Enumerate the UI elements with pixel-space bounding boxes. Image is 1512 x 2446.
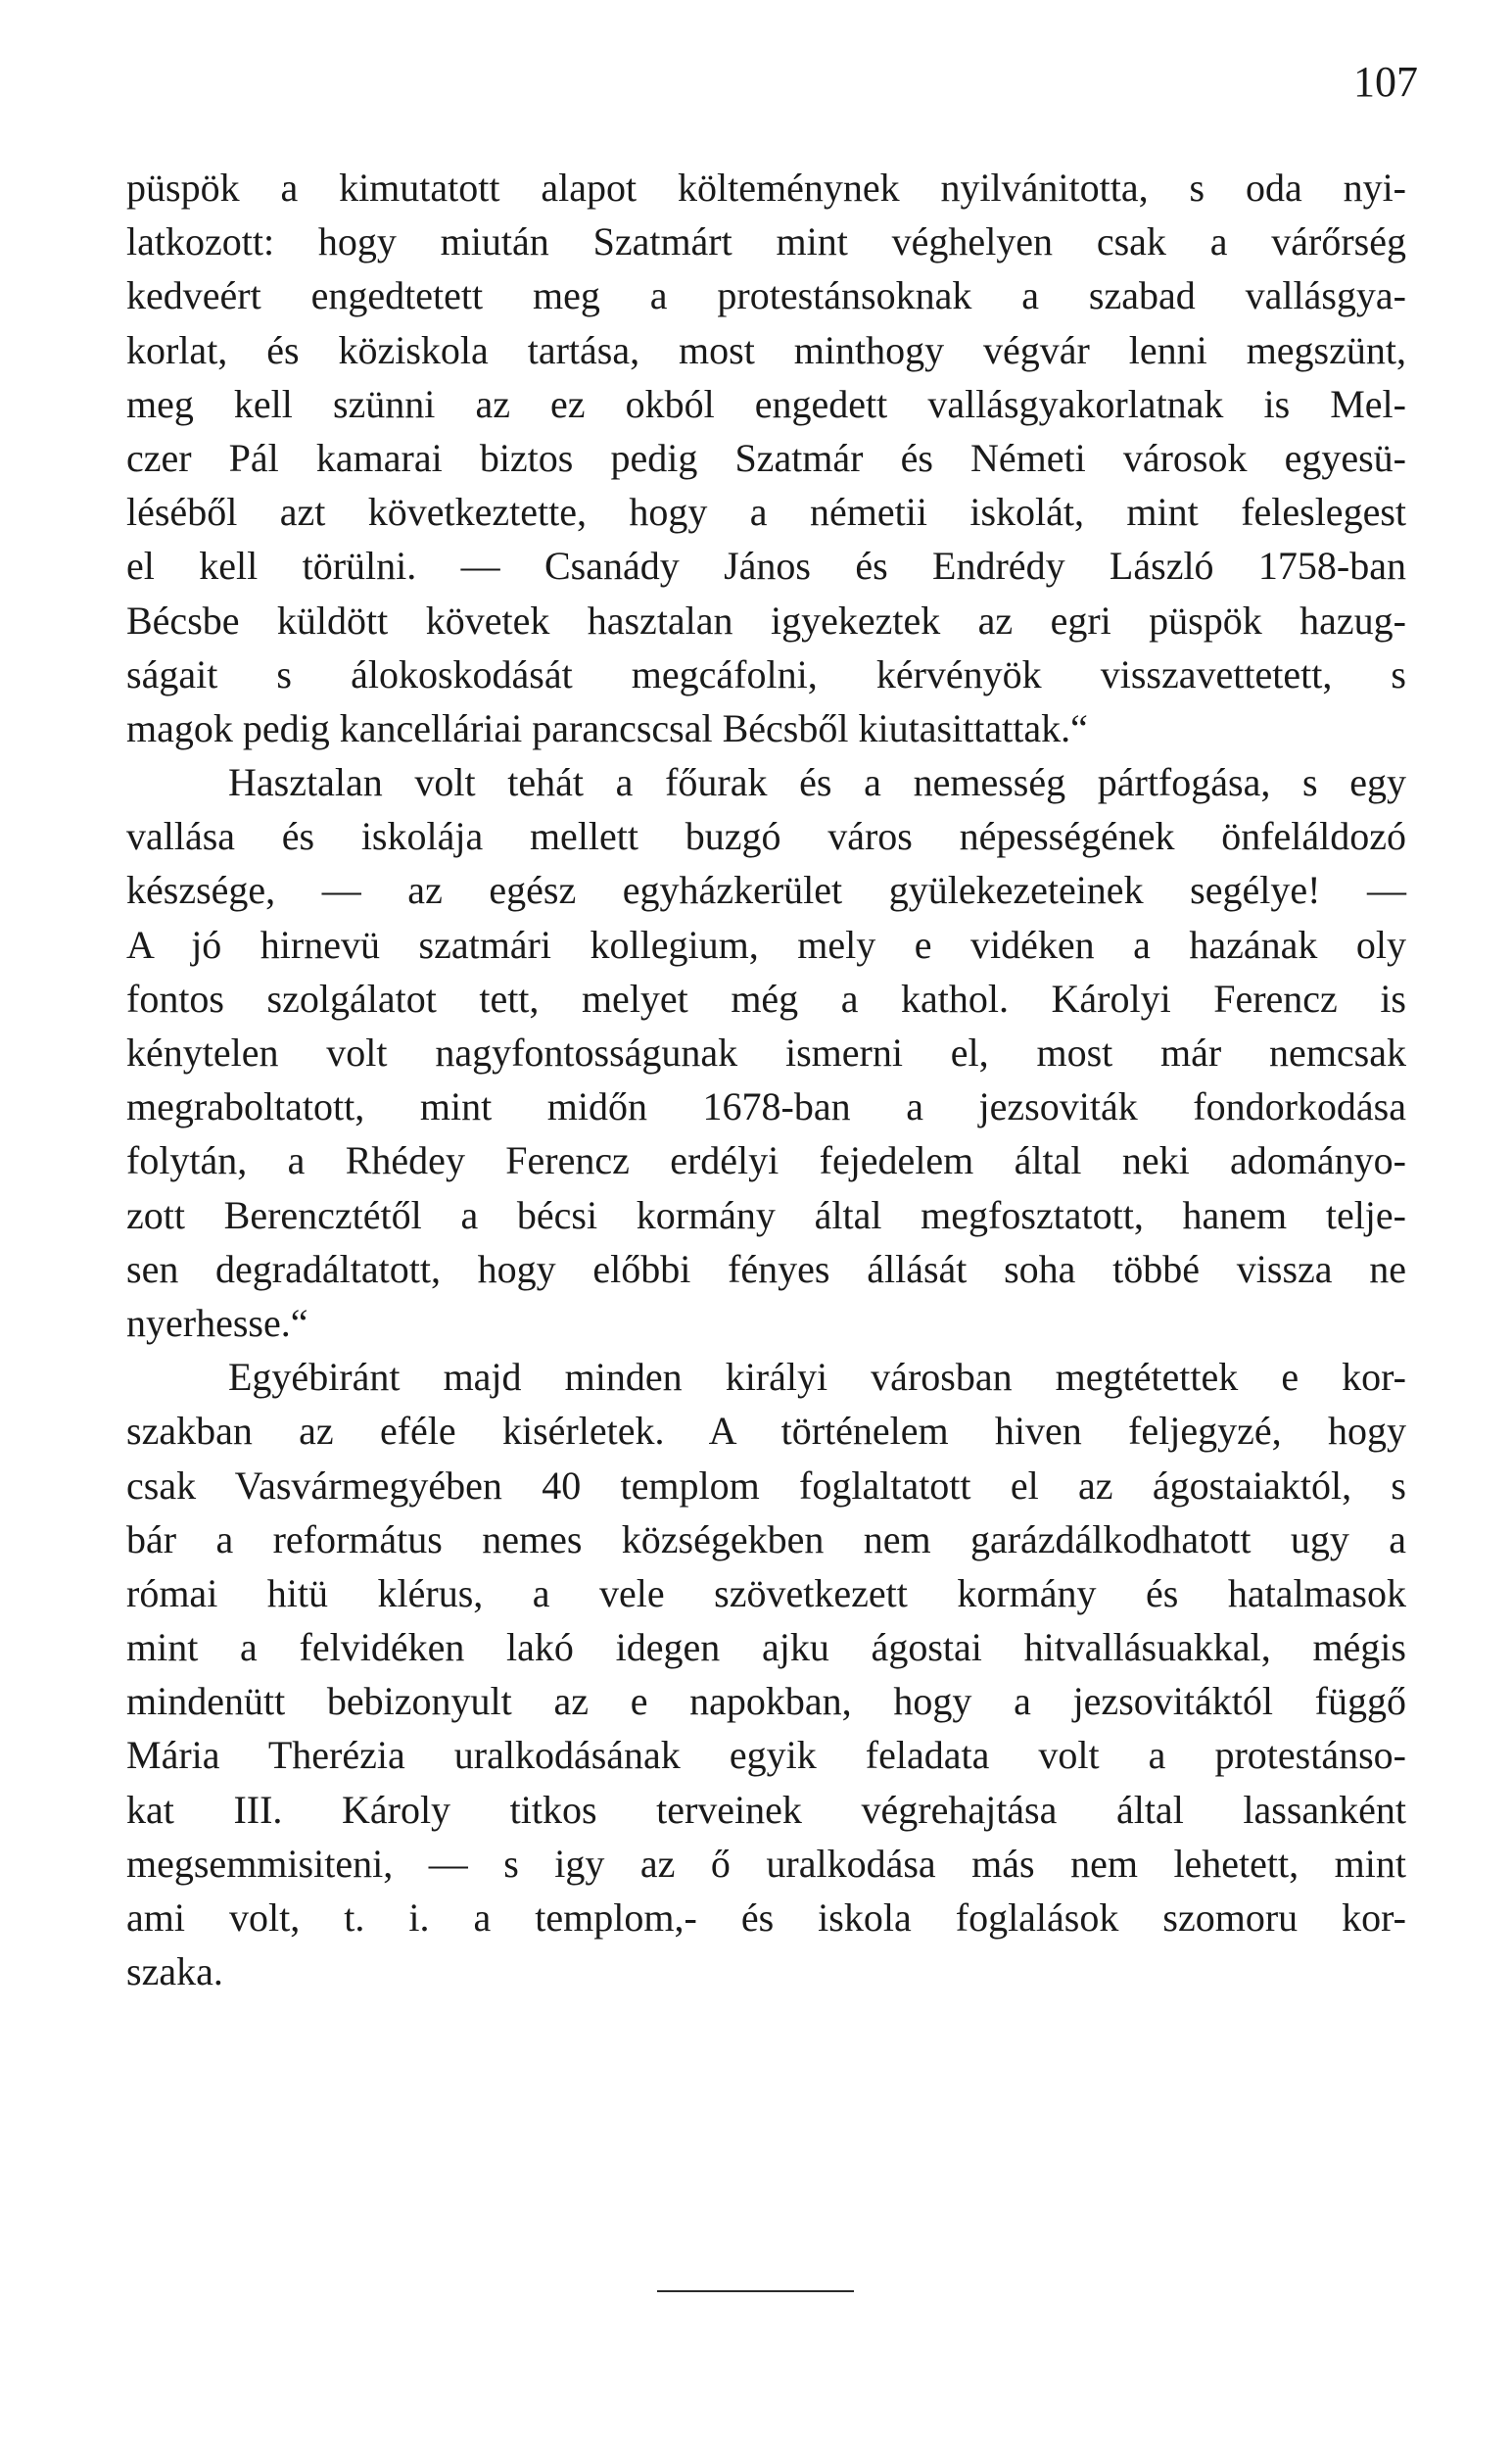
paragraph bbox=[126, 1350, 1406, 1998]
text-line: kedveért engedtetett meg a protestánsoknak a szabad vallásgya- bbox=[126, 273, 1406, 318]
text-line: római hitü klérus, a vele szövetkezett kormány és hatalmasok bbox=[126, 1570, 1406, 1615]
text-line: mindenütt bebizonyult az e napokban, hogy a jezsovitáktól függő bbox=[126, 1679, 1406, 1724]
text-line: szakban az eféle kisérletek. A történelem hiven feljegyzé, hogy bbox=[126, 1409, 1406, 1454]
text-line: meg kell szünni az ez okból engedett vallásgyakorlatnak is Mel- bbox=[126, 381, 1406, 426]
text-line: léséből azt következtette, hogy a németii iskolát, mint feleslegest bbox=[126, 490, 1406, 535]
text-line: bár a református nemes községekben nem garázdálkodhatott ugy a bbox=[126, 1516, 1406, 1561]
text-line: A jó hirnevü szatmári kollegium, mely e vidéken a hazának oly bbox=[126, 922, 1406, 967]
text-line: kat III. Károly titkos terveinek végrehajtása által lassanként bbox=[126, 1787, 1406, 1832]
text-line: készsége, — az egész egyházkerület gyülekezeteinek segélye! — bbox=[126, 868, 1406, 913]
body-text bbox=[126, 161, 1406, 1998]
text-line: mint a felvidéken lakó idegen ajku ágostai hitvallásuakkal, mégis bbox=[126, 1625, 1406, 1670]
text-line: Mária Therézia uralkodásának egyik feladata volt a protestánso- bbox=[126, 1733, 1406, 1778]
text-line: Hasztalan volt tehát a főurak és a nemesség pártfogása, s egy bbox=[228, 760, 1406, 805]
text-line: latkozott: hogy miután Szatmárt mint véghelyen csak a várőrség bbox=[126, 219, 1406, 264]
text-line: czer Pál kamarai biztos pedig Szatmár és Németi városok egyesü- bbox=[126, 435, 1406, 480]
text-line: kénytelen volt nagyfontosságunak ismerni el, most már nemcsak bbox=[126, 1031, 1406, 1075]
text-line: sen degradáltatott, hogy előbbi fényes állását soha többé vissza ne bbox=[126, 1246, 1406, 1291]
text-line: fontos szolgálatot tett, melyet még a kathol. Károlyi Ferencz is bbox=[126, 976, 1406, 1021]
section-divider bbox=[657, 2290, 854, 2292]
text-line: folytán, a Rhédey Ferencz erdélyi fejedelem által neki adományo- bbox=[126, 1138, 1406, 1183]
text-line: el kell törülni. — Csanády János és Endrédy László 1758-ban bbox=[126, 544, 1406, 589]
paragraph bbox=[126, 755, 1406, 1350]
text-line: korlat, és köziskola tartása, most minthogy végvár lenni megszünt, bbox=[126, 327, 1406, 372]
text-line: ságait s álokoskodását megcáfolni, kérvényök visszavettetett, s bbox=[126, 651, 1406, 696]
text-line: megsemmisiteni, — s igy az ő uralkodása más nem lehetett, mint bbox=[126, 1841, 1406, 1886]
text-line: zott Berencztétől a bécsi kormány által megfosztatott, hanem telje- bbox=[126, 1192, 1406, 1237]
text-line: megraboltatott, mint midőn 1678-ban a jezsoviták fondorkodása bbox=[126, 1084, 1406, 1129]
paragraph bbox=[126, 161, 1406, 755]
text-line: vallása és iskolája mellett buzgó város népességének önfeláldozó bbox=[126, 814, 1406, 859]
text-line: magok pedig kancelláriai parancscsal Bécsből kiutasittattak.“ bbox=[126, 705, 1088, 750]
text-line: ami volt, t. i. a templom,- és iskola foglalások szomoru kor- bbox=[126, 1895, 1406, 1940]
text-line: püspök a kimutatott alapot költeménynek nyilvánitotta, s oda nyi- bbox=[126, 166, 1406, 210]
page-number: 107 bbox=[1353, 58, 1418, 106]
text-line: szaka. bbox=[126, 1949, 223, 1994]
text-line: nyerhesse.“ bbox=[126, 1300, 308, 1345]
text-line: csak Vasvármegyében 40 templom foglaltatott el az ágostaiaktól, s bbox=[126, 1463, 1406, 1508]
text-line: Egyébiránt majd minden királyi városban megtétettek e kor- bbox=[228, 1355, 1406, 1400]
text-line: Bécsbe küldött követek hasztalan igyekeztek az egri püspök hazug- bbox=[126, 598, 1406, 643]
